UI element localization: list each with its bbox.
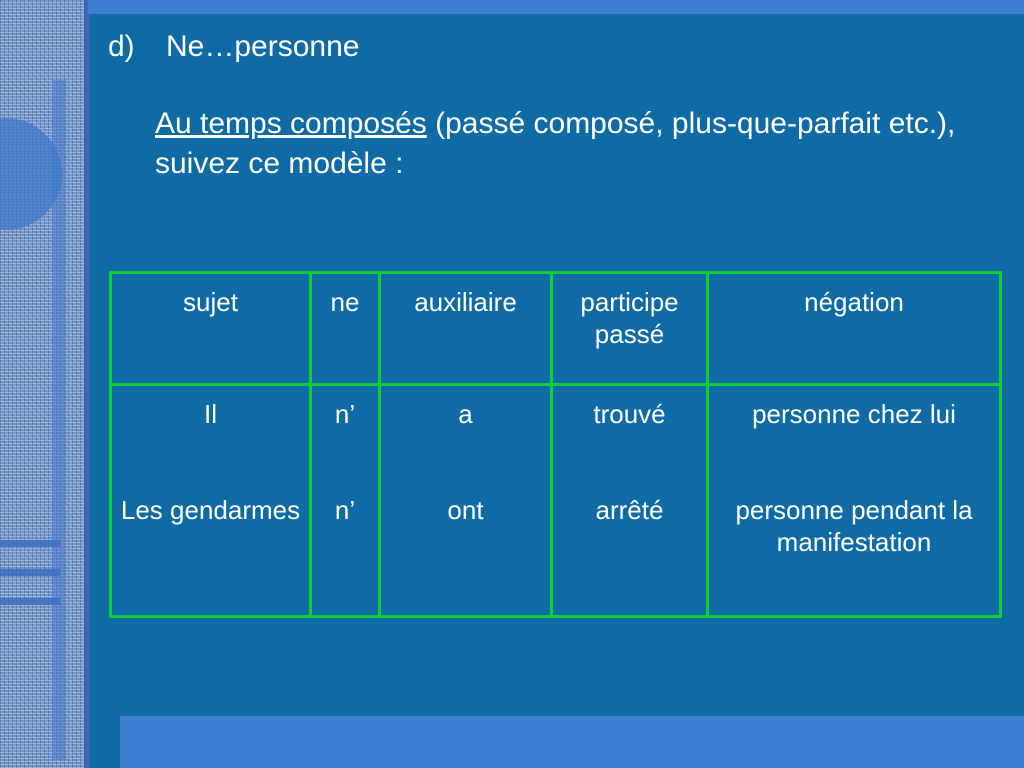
slide-heading [108, 30, 359, 64]
list-marker: d) [108, 30, 135, 63]
cell-sujet [111, 385, 311, 617]
decorative-stripes [0, 540, 60, 627]
header-cell-ne: ne [311, 273, 380, 385]
example-2-sujet: Les gendarmes [120, 495, 301, 525]
cell-participe [552, 385, 708, 617]
header-cell-negation: négation [708, 273, 1001, 385]
intro-underlined: Au temps composés [155, 107, 427, 140]
example-2-ne: n’ [334, 495, 356, 525]
example-2-participe: arrêté [595, 495, 664, 525]
header-cell-sujet: sujet [111, 273, 311, 385]
example-1-ne: n’ [334, 399, 356, 429]
slide-title: Ne…personne [166, 30, 360, 63]
intro-rest: (passé composé, plus-que-parfait etc.), suivez ce modèle : [155, 107, 956, 180]
cell-negation [708, 385, 1001, 617]
table-header-row [111, 273, 1001, 385]
decorative-top-bar [88, 0, 1024, 14]
cell-ne [311, 385, 380, 617]
cell-auxiliaire [380, 385, 552, 617]
decorative-strip-edge [84, 0, 90, 768]
intro-text [155, 104, 1015, 184]
grammar-table [109, 271, 1002, 618]
header-cell-auxiliaire: auxiliaire [380, 273, 552, 385]
table-row [111, 385, 1001, 617]
example-1-auxiliaire: a [458, 399, 473, 429]
example-1-negation: personne chez lui [752, 399, 956, 429]
header-cell-participe: participe passé [552, 273, 708, 385]
decorative-left-strip [0, 0, 88, 768]
example-2-negation: personne pendant la manifestation [735, 495, 973, 557]
example-2-auxiliaire: ont [447, 495, 484, 525]
decorative-bottom-bar [120, 716, 1024, 768]
example-1-sujet: Il [204, 399, 217, 429]
example-1-participe: trouvé [593, 399, 666, 429]
